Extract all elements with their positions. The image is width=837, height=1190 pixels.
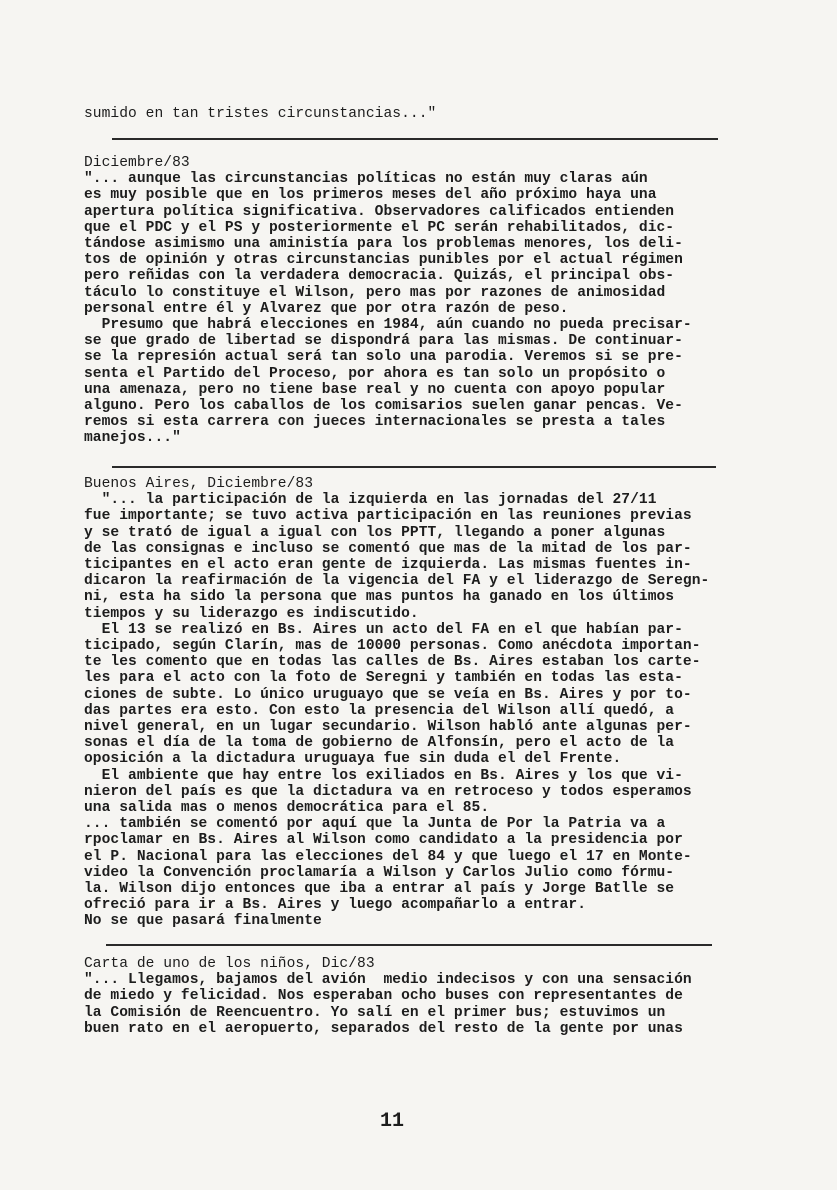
divider-rule <box>112 138 718 140</box>
text-line: El ambiente que hay entre los exiliados en Bs. Aires y los que vi- <box>84 767 683 784</box>
text-line: video la Convención proclamaría a Wilson y Carlos Julio como fórmu- <box>84 864 675 881</box>
text-line: el P. Nacional para las elecciones del 84 y que luego el 17 en Monte- <box>84 848 692 865</box>
section-diciembre-83 <box>84 155 764 447</box>
section-buenos-aires-diciembre-83 <box>84 476 764 930</box>
text-line: se la represión actual será tan solo una parodia. Veremos si se pre- <box>84 349 683 366</box>
section-heading: Carta de uno de los niños, Dic/83 <box>84 956 375 972</box>
text-line: ... también se comentó por aquí que la Junta de Por la Patria va a <box>84 816 666 833</box>
text-line: senta el Partido del Proceso, por ahora es tan solo un propósito o <box>84 365 666 382</box>
text-line: una amenaza, pero no tiene base real y no cuenta con apoyo popular <box>84 381 666 398</box>
text-line: remos si esta carrera con jueces internacionales se presta a tales <box>84 414 666 431</box>
text-line: que el PDC y el PS y posteriormente el PC serán rehabilitados, dic- <box>84 219 675 236</box>
text-line: de miedo y felicidad. Nos esperaban ocho buses con representantes de <box>84 988 683 1005</box>
text-line: rpoclamar en Bs. Aires al Wilson como candidato a la presidencia por <box>84 832 683 849</box>
text-line: nieron del país es que la dictadura va en retroceso y todos esperamos <box>84 783 692 800</box>
text-line: ticipado, según Clarín, mas de 10000 personas. Como anécdota importan- <box>84 638 701 655</box>
text-line: "... aunque las circunstancias políticas no están muy claras aún <box>84 171 648 188</box>
text-line: y se trató de igual a igual con los PPTT, llegando a poner algunas <box>84 524 666 541</box>
text-line: apertura política significativa. Observadores calificados entienden <box>84 203 675 220</box>
text-line: El 13 se realizó en Bs. Aires un acto del FA en el que habían par- <box>84 621 683 638</box>
top-fragment <box>84 106 764 122</box>
text-line: ciones de subte. Lo único uruguayo que se veía en Bs. Aires y por to- <box>84 686 692 703</box>
top-fragment-line: sumido en tan tristes circunstancias..." <box>84 106 437 122</box>
text-line: fue importante; se tuvo activa participación en las reuniones previas <box>84 508 692 525</box>
text-line: "... la participación de la izquierda en las jornadas del 27/11 <box>84 492 657 509</box>
text-line: No se que pasará finalmente <box>84 913 322 930</box>
text-line: pero reñidas con la verdadera democracia. Quizás, el principal obs- <box>84 268 675 285</box>
text-line: una salida mas o menos democrática para el 85. <box>84 800 490 817</box>
text-line: de las consignas e incluso se comentó que mas de la mitad de los par- <box>84 540 692 557</box>
text-line: es muy posible que en los primeros meses del año próximo haya una <box>84 187 657 204</box>
text-line: buen rato en el aeropuerto, separados del resto de la gente por unas <box>84 1020 683 1037</box>
text-line: la Comisión de Reencuentro. Yo salí en el primer bus; estuvimos un <box>84 1004 666 1021</box>
section-heading: Buenos Aires, Diciembre/83 <box>84 476 313 492</box>
text-line: personal entre él y Alvarez que por otra razón de peso. <box>84 300 569 317</box>
text-line: táculo lo constituye el Wilson, pero mas por razones de animosidad <box>84 284 666 301</box>
text-line: dicaron la reafirmación de la vigencia del FA y el liderazgo de Seregn- <box>84 573 710 590</box>
divider-rule <box>112 466 716 468</box>
text-line: tiempos y su liderazgo es indiscutido. <box>84 605 419 622</box>
text-line: se que grado de libertad se dispondrá para las mismas. De continuar- <box>84 333 683 350</box>
section-heading: Diciembre/83 <box>84 155 190 171</box>
text-line: sonas el día de la toma de gobierno de Alfonsín, pero el acto de la <box>84 735 675 752</box>
text-line: alguno. Pero los caballos de los comisarios suelen ganar pencas. Ve- <box>84 398 683 415</box>
text-line: les para el acto con la foto de Seregni y también en todas las esta- <box>84 670 683 687</box>
text-line: ticipantes en el acto eran gente de izquierda. Las mismas fuentes in- <box>84 557 692 574</box>
section-carta-nino <box>84 956 764 1037</box>
text-line: tos de opinión y otras circunstancias punibles por el actual régimen <box>84 252 683 269</box>
text-line: te les comento que en todas las calles de Bs. Aires estaban los carte- <box>84 654 701 671</box>
text-line: Presumo que habrá elecciones en 1984, aún cuando no pueda precisar- <box>84 317 692 334</box>
text-line: ni, esta ha sido la persona que mas puntos ha ganado en los últimos <box>84 589 675 606</box>
divider-rule <box>106 944 712 946</box>
text-line: ofreció para ir a Bs. Aires y luego acompañarlo a entrar. <box>84 897 587 914</box>
text-line: la. Wilson dijo entonces que iba a entrar al país y Jorge Batlle se <box>84 881 675 898</box>
text-line: "... Llegamos, bajamos del avión medio indecisos y con una sensación <box>84 972 692 989</box>
text-line: oposición a la dictadura uruguaya fue sin duda el del Frente. <box>84 751 622 768</box>
text-line: tándose asimismo una aministía para los problemas menores, los deli- <box>84 236 683 253</box>
text-line: nivel general, en un lugar secundario. Wilson habló ante algunas per- <box>84 719 692 736</box>
text-line: das partes era esto. Con esto la presencia del Wilson allí quedó, a <box>84 702 675 719</box>
text-line: manejos..." <box>84 430 181 447</box>
page-number: 11 <box>380 1110 405 1133</box>
